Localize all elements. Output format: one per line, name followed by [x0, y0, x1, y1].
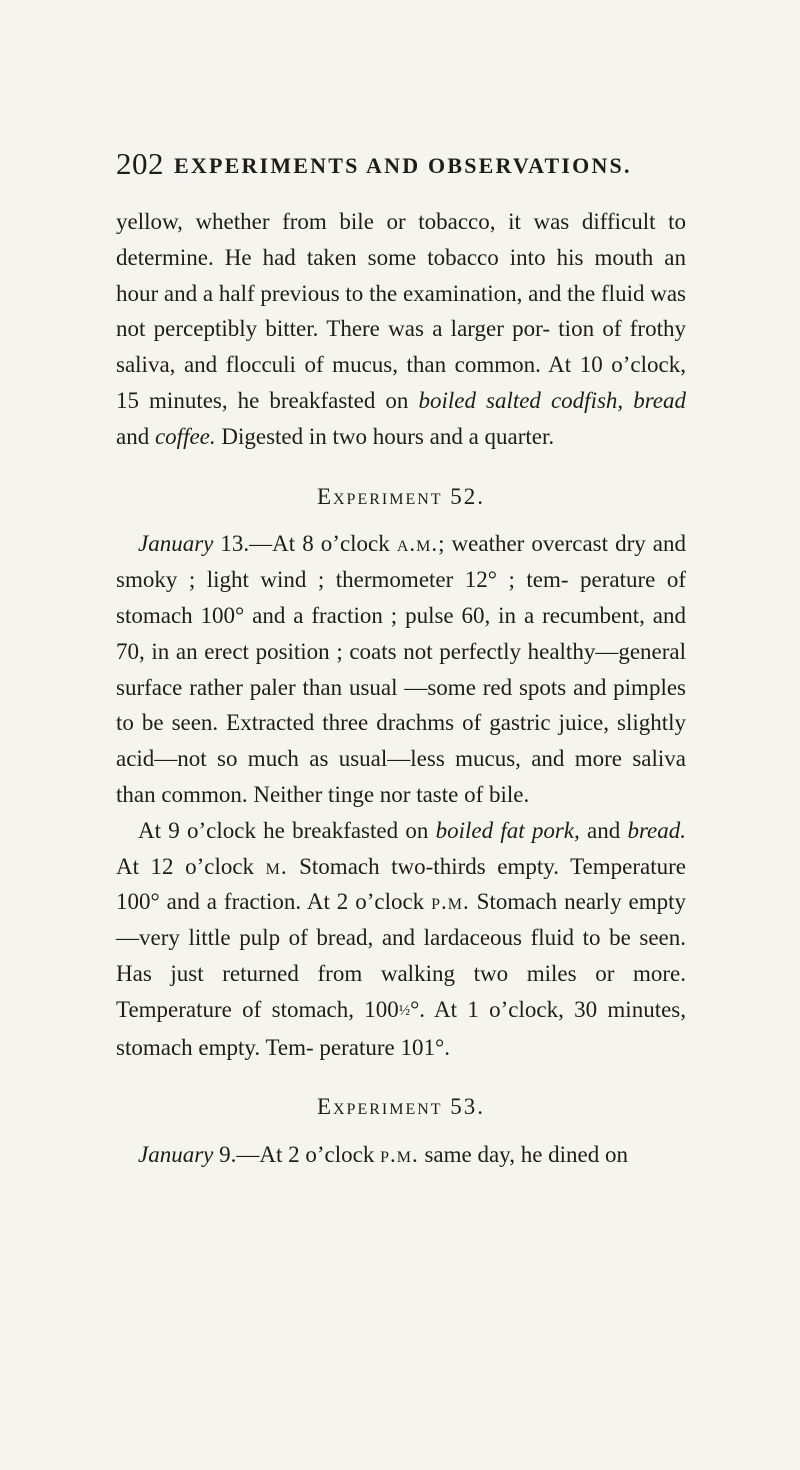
paragraph-continued — [116, 204, 686, 455]
text-run: At 12 o’clock — [116, 853, 266, 879]
text-run: Stomach two-thirds empty. Temperature 100° and a fraction. At 2 o’clock — [116, 853, 686, 915]
text-run: Digested in two hours and a quarter. — [215, 423, 555, 449]
text-run: 9.—At 2 o’clock — [213, 1142, 381, 1168]
text-run: same day, he dined on — [418, 1142, 628, 1168]
small-caps-run: p.m. — [431, 889, 470, 915]
italic-run: January — [138, 531, 214, 557]
small-caps-run: a.m. — [396, 531, 439, 557]
italic-run: boiled salted codfish, bread — [418, 387, 686, 413]
italic-run: coffee. — [154, 423, 216, 449]
fraction-half: ½ — [398, 1002, 411, 1019]
small-caps-run: m. — [265, 853, 288, 879]
text-run: yellow, whether from bile or tobacco, it was difficult to determine. He had taken some tobacco into his mouth an hour and a half previous to the examination, and the fluid was not perceptibly bitter. There was a larger por- tion of frothy saliva, and flocculi of mucus, than common. At 10 o’clock, 15 minutes, he breakfasted on — [116, 209, 686, 413]
text-run: ; weather overcast dry and smoky ; light wind ; thermometer 12° ; tem- perature of stomach 100° and a fraction ; pulse 60, in a recumbent, and 70, in an erect position ; coats not perfectly healthy—general surface rather paler than usual —some red spots and pimples to be seen. Extracted three drachms of gastric juice, slightly acid—not so much as usual—less mucus, and more saliva than common. Neither tinge nor taste of bile. — [116, 531, 687, 807]
text-run: and — [116, 423, 155, 449]
experiment-52-heading: Experiment 52. — [316, 483, 486, 509]
experiment-52-paragraph — [116, 526, 686, 812]
italic-run: bread. — [627, 817, 686, 843]
text-run: Stomach nearly empty—very little pulp of bread, and lardaceous fluid to be seen. Has just returned from walking two miles or more. Temperature of stomach, 100 — [116, 889, 686, 1022]
body-text — [116, 204, 686, 1173]
italic-run: January — [138, 1142, 214, 1168]
breakfast-paragraph — [116, 813, 686, 1066]
running-head: EXPERIMENTS AND OBSERVATIONS. — [174, 153, 632, 178]
text-run: °. At 1 o’clock, 30 minutes, stomach empty. Tem- perature 101°. — [116, 996, 686, 1060]
page-header — [116, 144, 696, 194]
small-caps-run: p.m. — [380, 1142, 419, 1168]
page-number: 202 — [116, 146, 164, 181]
italic-run: boiled fat pork, — [435, 817, 580, 843]
experiment-53-heading: Experiment 53. — [316, 1094, 486, 1120]
text-run: and — [579, 817, 628, 843]
text-run: At 9 o’clock he breakfasted on — [138, 817, 436, 843]
experiment-53-paragraph — [116, 1137, 686, 1173]
text-run: 13.—At 8 o’clock — [213, 531, 397, 557]
